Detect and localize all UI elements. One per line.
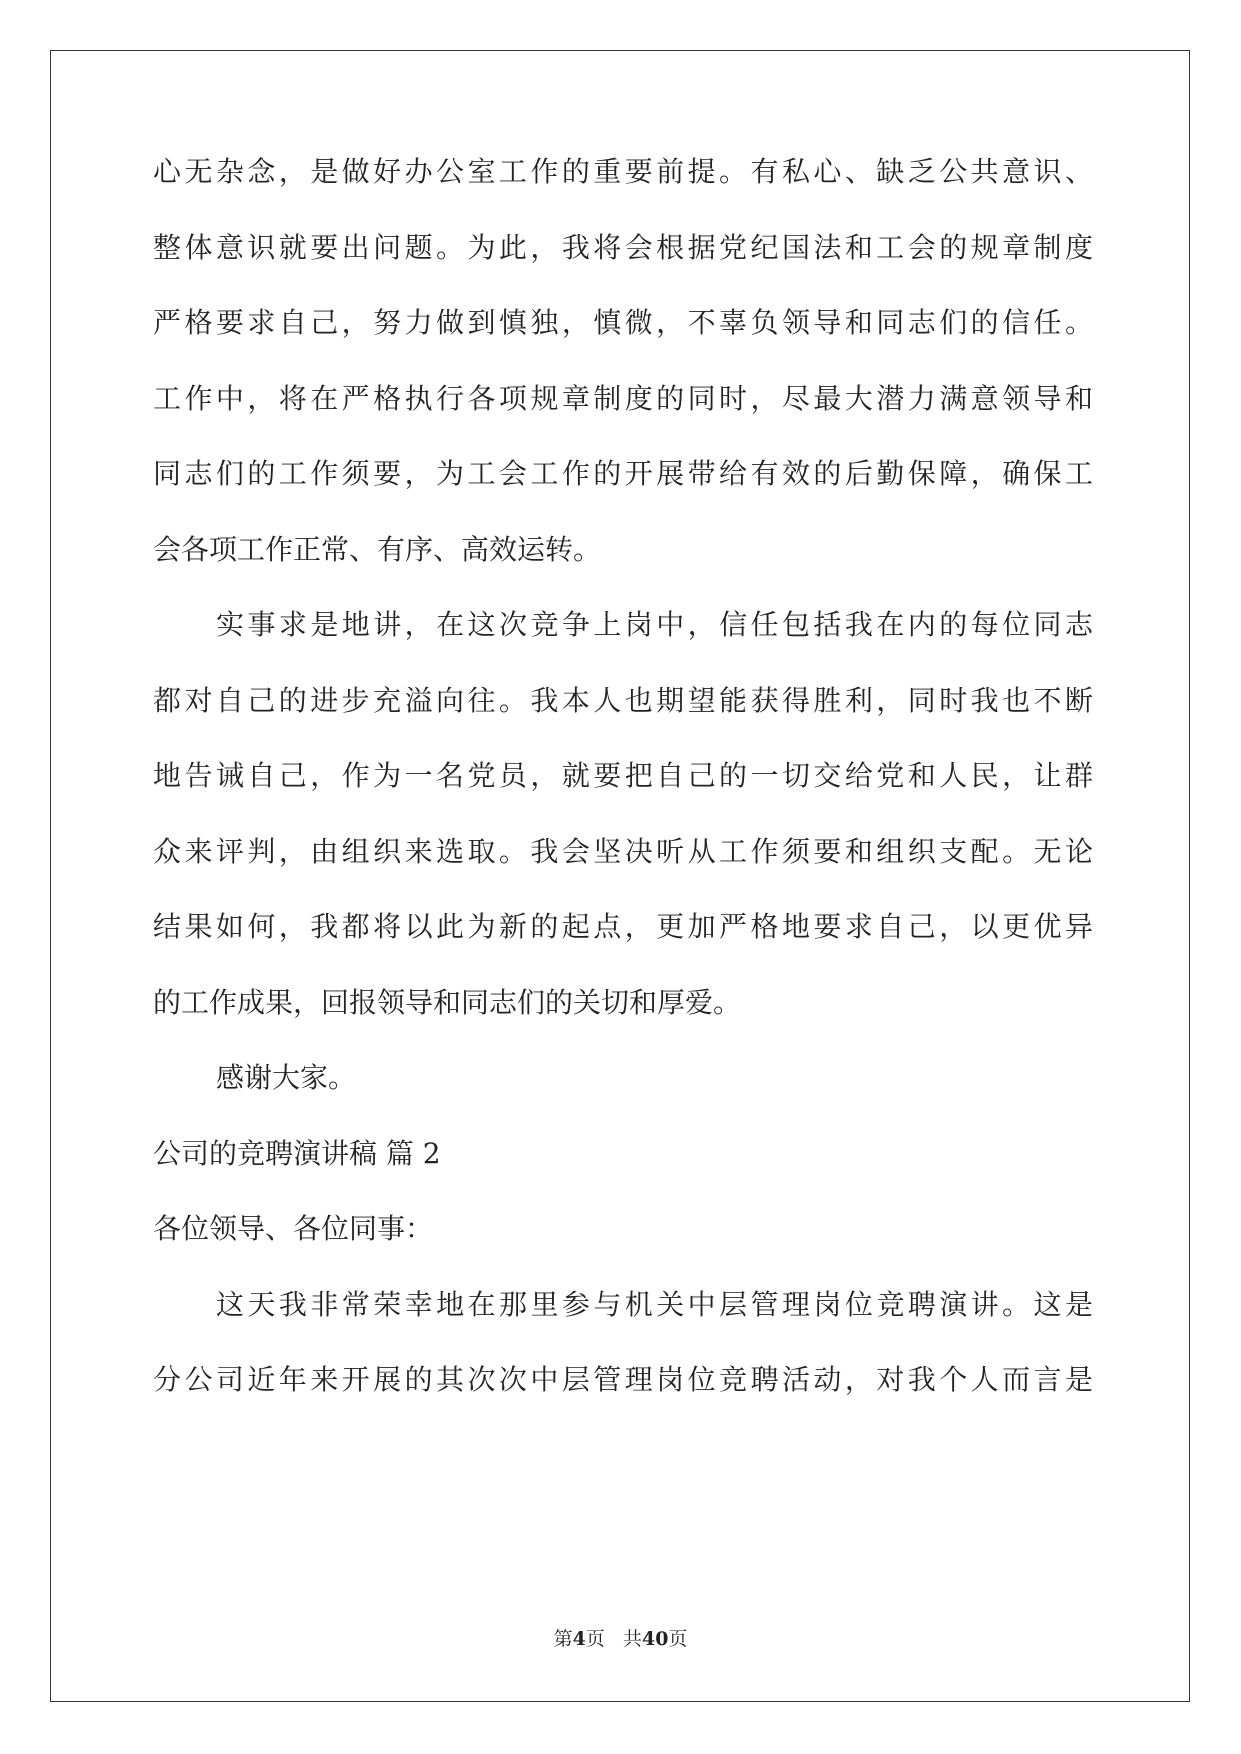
body-text-line: 严格要求自己，努力做到慎独，慎微，不辜负领导和同志们的信任。	[153, 306, 1093, 339]
page-number: 4	[572, 1628, 586, 1650]
paragraph-first-line: 实事求是地讲，在这次竞争上岗中，信任包括我在内的每位同志	[216, 608, 1093, 641]
section-heading: 公司的竞聘演讲稿 篇 2	[153, 1137, 441, 1170]
page-border	[50, 50, 1190, 1702]
body-text-line: 心无杂念，是做好办公室工作的重要前提。有私心、缺乏公共意识、	[153, 155, 1093, 188]
body-text-line: 众来评判，由组织来选取。我会坚决听从工作须要和组织支配。无论	[153, 835, 1093, 868]
page-prefix: 第	[553, 1628, 573, 1650]
body-text-line: 会各项工作正常、有序、高效运转。	[153, 533, 602, 566]
body-text-line: 结果如何，我都将以此为新的起点，更加严格地要求自己，以更优异	[153, 910, 1093, 943]
total-prefix: 共	[622, 1628, 642, 1650]
body-text-line: 工作中，将在严格执行各项规章制度的同时，尽最大潜力满意领导和	[153, 382, 1093, 415]
paragraph-first-line: 这天我非常荣幸地在那里参与机关中层管理岗位竞聘演讲。这是	[216, 1288, 1093, 1321]
salutation-line: 各位领导、各位同事：	[153, 1212, 434, 1245]
body-text-line: 同志们的工作须要，为工会工作的开展带给有效的后勤保障，确保工	[153, 457, 1093, 490]
body-text-line: 都对自己的进步充溢向往。我本人也期望能获得胜利，同时我也不断	[153, 684, 1093, 717]
body-text-line: 的工作成果，回报领导和同志们的关切和厚爱。	[153, 986, 742, 1019]
page-footer	[0, 1624, 1241, 1651]
total-suffix: 页	[668, 1628, 688, 1650]
closing-line: 感谢大家。	[216, 1061, 357, 1094]
body-text-line: 整体意识就要出问题。为此，我将会根据党纪国法和工会的规章制度	[153, 231, 1093, 264]
total-pages: 40	[641, 1628, 669, 1650]
body-text-line: 分公司近年来开展的其次次中层管理岗位竞聘活动，对我个人而言是	[153, 1363, 1093, 1396]
page-suffix: 页	[585, 1628, 605, 1650]
body-text-line: 地告诫自己，作为一名党员，就要把自己的一切交给党和人民，让群	[153, 759, 1093, 792]
